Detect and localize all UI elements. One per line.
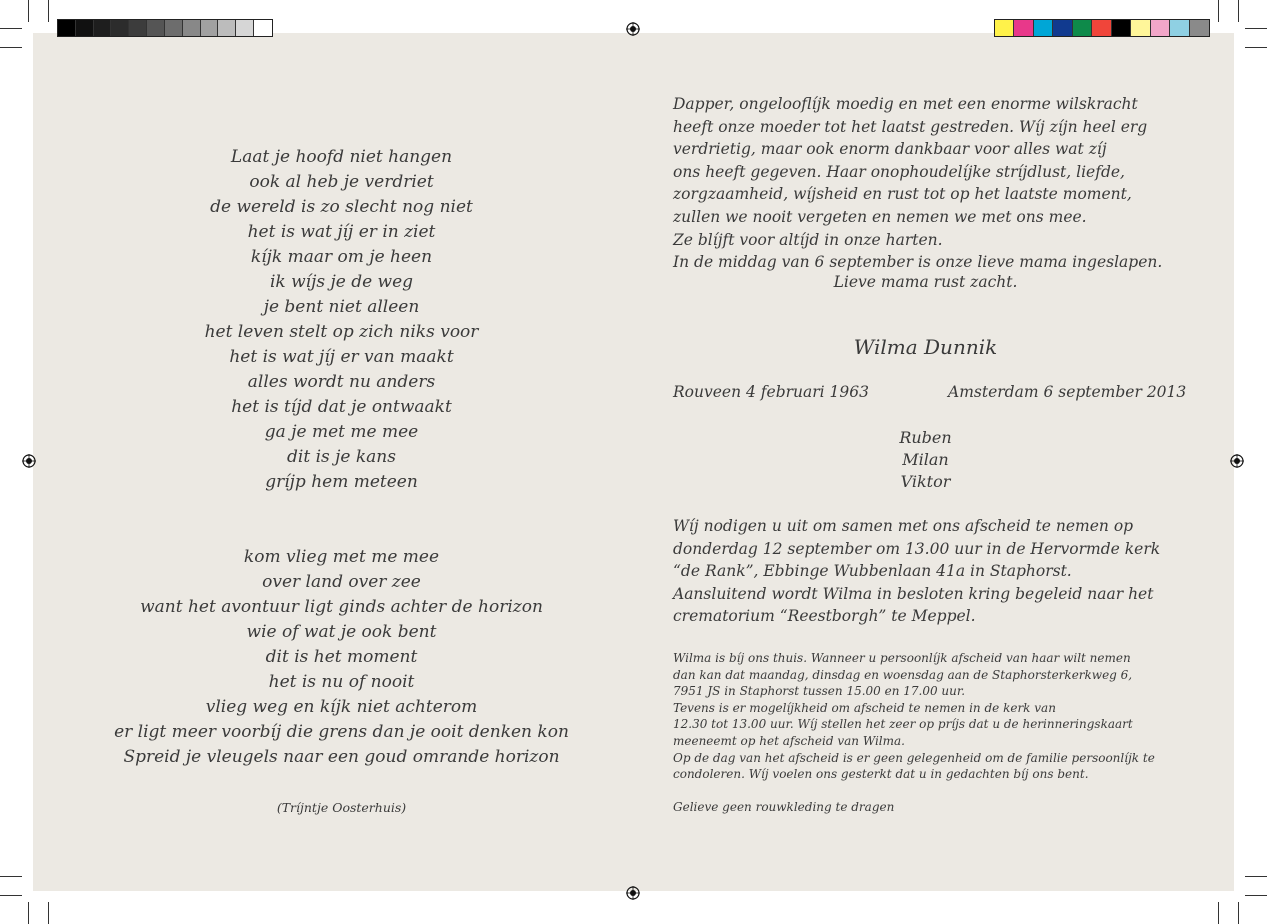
gray-swatch — [76, 20, 94, 36]
poem-line: Laat je hoofd niet hangen — [230, 147, 453, 167]
color-swatch — [995, 20, 1014, 36]
poem-stanza-1 — [33, 145, 650, 495]
intro-line: verdrietig, maar ook enorm dankbaar voor alles wat zíj — [673, 140, 1107, 159]
intro-line: zorgzaamheid, wíjsheid en rust tot op het laatste moment, — [673, 185, 1132, 204]
poem-line: over land over zee — [262, 572, 421, 592]
color-swatch — [1190, 20, 1209, 36]
grayscale-calibration-strip — [57, 19, 273, 37]
color-swatch — [1034, 20, 1053, 36]
gray-swatch — [58, 20, 76, 36]
color-swatch — [1053, 20, 1072, 36]
intro-closing: Lieve mama rust zacht. — [833, 273, 1018, 291]
poem-line: kíjk maar om je heen — [250, 247, 433, 267]
intro-line: heeft onze moeder tot het laatst gestreden. Wíj zíjn heel erg — [673, 117, 1148, 136]
invitation-line: crematorium “Reestborgh” te Meppel. — [673, 607, 976, 626]
poem-line: het is nu of nooit — [268, 672, 415, 692]
gray-swatch — [111, 20, 129, 36]
poem-line: de wereld is zo slecht nog niet — [210, 197, 473, 217]
intro-line: Ze blíjft voor altíjd in onze harten. — [673, 230, 943, 249]
poem-line: ook al heb je verdriet — [249, 172, 434, 192]
dress-code-text: Gelieve geen rouwkleding te dragen — [673, 800, 895, 814]
poem-line: ik wíjs je de weg — [269, 272, 414, 292]
intro-line: In de middag van 6 september is onze lieve mama ingeslapen. — [673, 253, 1163, 272]
intro-line: ons heeft gegeven. Haar onophoudelíjke stríjdlust, liefde, — [673, 162, 1125, 181]
poem-line: vlieg weg en kíjk niet achterom — [205, 697, 478, 717]
gray-swatch — [129, 20, 147, 36]
poem-line: het is wat jíj er in ziet — [247, 222, 436, 242]
gray-swatch — [201, 20, 219, 36]
registration-mark-top — [626, 22, 640, 36]
registration-mark-right — [1230, 454, 1244, 468]
intro-line: Dapper, ongelooflíjk moedig en met een enorme wilskracht — [673, 95, 1138, 113]
children-list — [673, 427, 1178, 493]
deceased-name: Wilma Dunnik — [853, 335, 998, 359]
gray-swatch — [94, 20, 112, 36]
registration-mark-bottom — [626, 886, 640, 900]
dress-code-note — [673, 799, 894, 816]
poem-line: gríjp hem meteen — [265, 472, 418, 492]
details-line: Wilma is bíj ons thuis. Wanneer u persoonlíjk afscheid van haar wilt nemen — [673, 651, 1131, 665]
poem-line: dit is het moment — [265, 647, 418, 667]
color-calibration-strip — [994, 19, 1210, 37]
invitation-line: donderdag 12 september om 13.00 uur in de Hervormde kerk — [673, 539, 1161, 558]
details-line: Tevens is er mogelíjkheid om afscheid te nemen in de kerk van — [673, 700, 1056, 715]
poem-line: wie of wat je ook bent — [246, 622, 437, 642]
details-text — [673, 650, 1155, 783]
child-name: Milan — [902, 450, 949, 469]
birth-date: Rouveen 4 februari 1963 — [673, 383, 869, 401]
gray-swatch — [218, 20, 236, 36]
gray-swatch — [147, 20, 165, 36]
gray-swatch — [236, 20, 254, 36]
color-swatch — [1170, 20, 1189, 36]
child-name: Viktor — [900, 472, 951, 491]
gray-swatch — [254, 20, 272, 36]
color-swatch — [1131, 20, 1150, 36]
details-line: Op de dag van het afscheid is er geen gelegenheid om de familie persoonlíjk te — [673, 750, 1155, 765]
color-swatch — [1073, 20, 1092, 36]
poem-line: want het avontuur ligt ginds achter de horizon — [140, 597, 543, 617]
poem-line: het leven stelt op zich niks voor — [204, 322, 479, 342]
poem-stanza-2 — [33, 545, 650, 770]
poem-line: je bent niet alleen — [263, 297, 420, 317]
invitation-line: Aansluitend wordt Wilma in besloten kring begeleid naar het — [673, 584, 1154, 603]
poem-line: het is wat jíj er van maakt — [229, 347, 454, 367]
poem-line: kom vlieg met me mee — [243, 547, 440, 567]
invitation-text — [673, 515, 1160, 628]
details-line: dan kan dat maandag, dinsdag en woensdag aan de Staphorsterkerkweg 6, — [673, 667, 1133, 682]
poem-line: Spreid je vleugels naar een goud omrande horizon — [123, 747, 560, 767]
poem-line: dit is je kans — [287, 447, 396, 467]
intro-line: zullen we nooit vergeten en nemen we met ons mee. — [673, 207, 1087, 226]
poem-line: alles wordt nu anders — [247, 372, 436, 392]
color-swatch — [1112, 20, 1131, 36]
death-date: Amsterdam 6 september 2013 — [948, 383, 1187, 401]
invitation-line: “de Rank”, Ebbinge Wubbenlaan 41a in Staphorst. — [673, 562, 1072, 581]
poem-line: er ligt meer voorbíj die grens dan je ooit denken kon — [114, 722, 569, 742]
intro-text — [673, 93, 1162, 274]
color-swatch — [1092, 20, 1111, 36]
details-line: condoleren. Wíj voelen ons gesterkt dat u in gedachten bíj ons bent. — [673, 767, 1089, 782]
poem-author: (Tríjntje Oosterhuis) — [276, 800, 407, 815]
gray-swatch — [165, 20, 183, 36]
child-name: Ruben — [899, 428, 952, 447]
gray-swatch — [183, 20, 201, 36]
invitation-line: Wíj nodigen u uit om samen met ons afscheid te nemen op — [673, 517, 1134, 535]
details-line: 12.30 tot 13.00 uur. Wíj stellen het zeer op príjs dat u de herinneringskaart — [673, 717, 1133, 732]
poem-line: ga je met me mee — [264, 422, 419, 442]
poem-line: het is tíjd dat je ontwaakt — [231, 397, 452, 417]
details-line: 7951 JS in Staphorst tussen 15.00 en 17.00 uur. — [673, 684, 966, 699]
color-swatch — [1151, 20, 1170, 36]
details-line: meeneemt op het afscheid van Wilma. — [673, 733, 905, 748]
color-swatch — [1014, 20, 1033, 36]
